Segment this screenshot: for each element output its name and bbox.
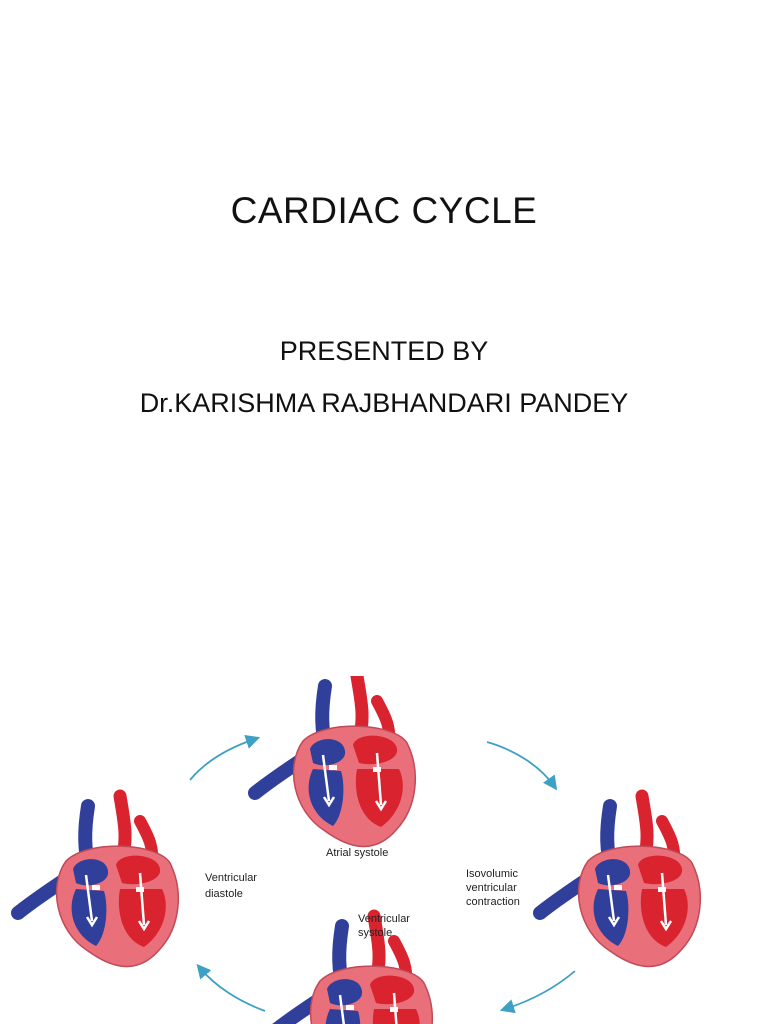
label-ventricular-diastole-1: Ventricular [205,872,257,884]
arrow-to-atrial-systole [190,739,255,780]
label-isovolumic-3: contraction [466,896,520,908]
label-ventricular-diastole-2: diastole [205,888,243,900]
heart-isovolumic-contraction [540,796,700,967]
slide-title: CARDIAC CYCLE [230,190,538,231]
arrow-to-ventricular-diastole [200,968,265,1011]
label-isovolumic-2: ventricular [466,882,517,894]
cardiac-cycle-diagram [0,676,768,1024]
label-isovolumic-1: Isovolumic [466,868,518,880]
label-ventricular-systole-2: systole [358,927,393,939]
heart-ventricular-diastole [18,796,178,967]
label-ventricular-systole-1: Ventricular [358,913,410,925]
arrow-to-ventricular-systole [505,971,575,1009]
heart-atrial-systole [255,676,415,847]
presented-by-label: PRESENTED BY [279,336,489,366]
heart-ventricular-systole [272,916,432,1024]
arrow-to-isovolumic [487,742,554,786]
label-atrial-systole: Atrial systole [326,847,389,859]
presenter-name: Dr.KARISHMA RAJBHANDARI PANDEY [139,388,629,418]
